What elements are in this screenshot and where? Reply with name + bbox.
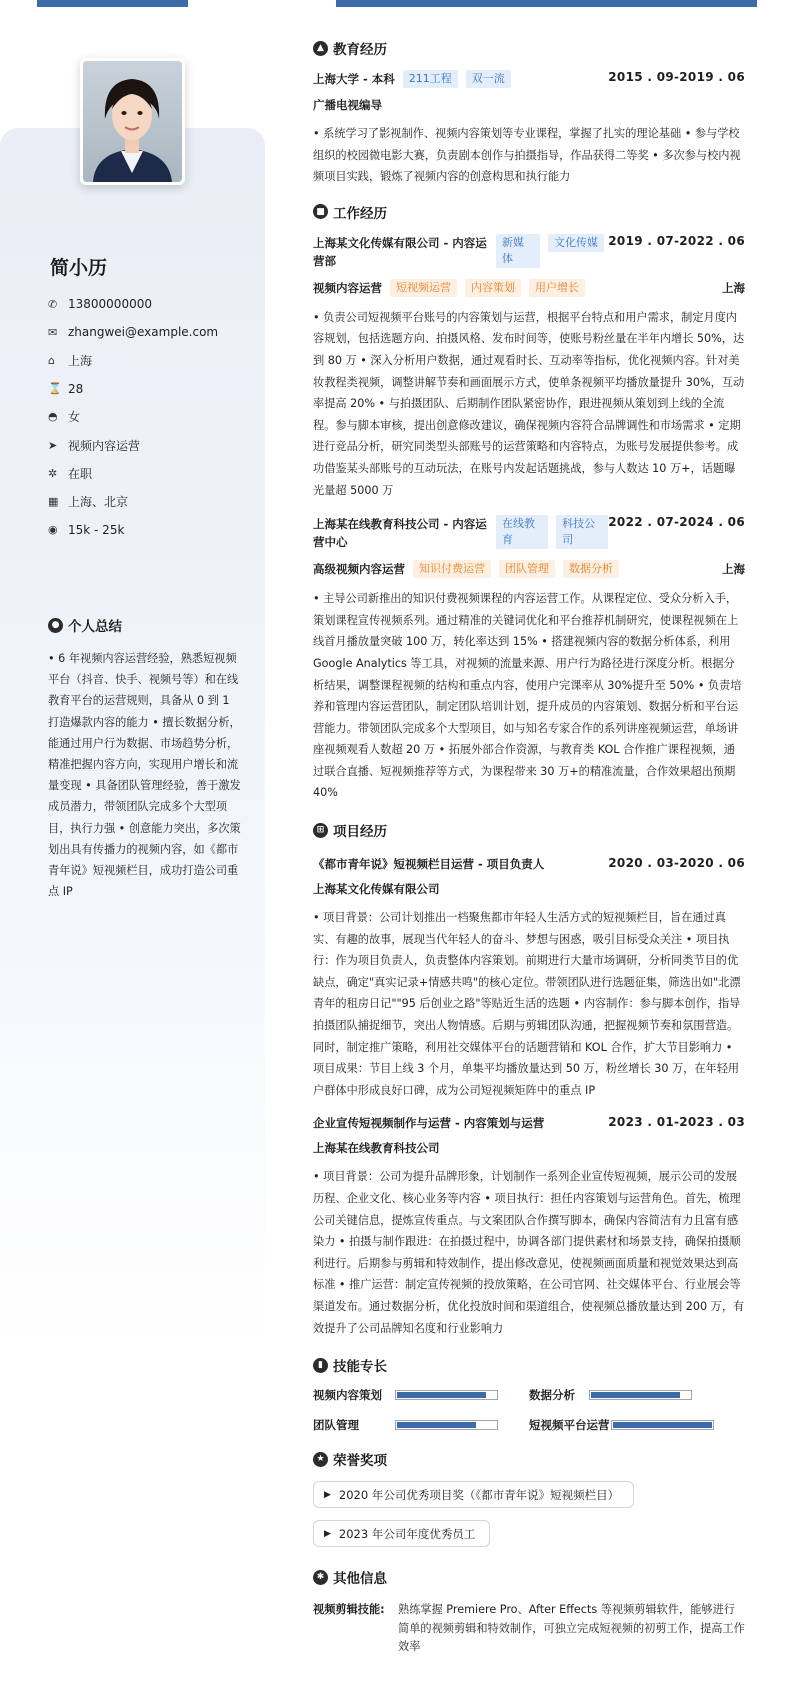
work-desc: • 主导公司新推出的知识付费视频课程的内容运营工作。从课程定位、受众分析入手，策划课程宣传视频系列。通过精准的关键词优化和平台推荐机制研究，使课程视频在上线首月播放量突破 100 万，转化率达到 15% • 搭建视频内容的数据分析体系，利用 Google Analytics 等工具，对视频的流量来源、用户行为路径进行深度分析。根据分析结果，调整课程视频的结构和重点内容，使用户完课率从 30%提升至 50% • 负责培养和管理内容运营团队，制定团队培训计划，提升成员的内容策划、数据分析和平台运营能力。带领团队完成多个大型项目，如与知名专家合作的系列讲座视频运营，单场讲座视频观看人数超 20 万 • 拓展外部合作资源，与教育类 KOL 合作推广课程视频，通过联合直播、短视频推荐等方式，为课程带来 30 万+的精准流量，合作效果超出预期 40% xyxy=(313,592,742,800)
job-location: 上海 xyxy=(722,280,745,295)
company-tag: 在线教育 xyxy=(496,515,548,549)
gender-icon: ◓ xyxy=(48,410,58,424)
avatar-photo xyxy=(83,61,182,182)
project-date: 2020 . 03-2020 . 06 xyxy=(608,856,745,871)
job-location: 上海 xyxy=(722,562,745,577)
project-desc: • 项目背景：公司为提升品牌形象，计划制作一系列企业宣传短视频，展示公司的发展历程、企业文化、核心业务等内容 • 项目执行：担任内容策划与运营角色。首先，梳理公司关键信息，提炼宣传重点。与文案团队合作撰写脚本，确保内容简洁有力且富有感染力 • 拍摄与制作跟进：在拍摄过程中，协调各部门提供素材和场景支持，确保拍摄顺利进行。后期参与剪辑和特效制作，提出修改意见，使视频画面质量和视觉效果达到高标准 • 推广运营：制定宣传视频的投放策略，在公司官网、社交媒体平台、行业展会等渠道发布。通过数据分析，优化投放时间和渠道组合，使视频总播放量达到 200 万，有效提升了公司品牌知名度和行业影响力 xyxy=(313,1170,745,1335)
skills-section xyxy=(313,1355,745,1433)
main-content xyxy=(313,38,745,1657)
job-role: 高级视频内容运营 xyxy=(313,562,405,577)
company-name: 上海某在线教育科技公司 - 内容运营中心 xyxy=(313,517,487,550)
info-text: 28 xyxy=(68,381,84,396)
award-list xyxy=(313,1481,745,1559)
role-tag: 团队管理 xyxy=(499,560,555,578)
info-text: 女 xyxy=(68,410,81,425)
work-heading xyxy=(313,202,745,222)
info-text: 在职 xyxy=(68,466,93,481)
mail-icon: ✉ xyxy=(48,325,58,339)
age-icon: ⌛ xyxy=(48,382,62,396)
top-accent-bar-right xyxy=(336,0,757,7)
send-icon: ➤ xyxy=(48,438,58,452)
summary-section xyxy=(48,615,243,902)
skill-item xyxy=(313,1417,529,1433)
education-title-row xyxy=(313,70,511,88)
skill-item xyxy=(313,1387,529,1403)
work-section xyxy=(313,202,745,804)
project-org: 上海某在线教育科技公司 xyxy=(313,1141,440,1156)
award-item[interactable] xyxy=(313,1520,490,1547)
role-row xyxy=(313,560,745,578)
role-left xyxy=(313,560,619,578)
phone-icon: ✆ xyxy=(48,297,58,311)
award-text: 2023 年公司年度优秀员工 xyxy=(338,1526,476,1541)
project-entry xyxy=(313,856,745,1101)
work-entry-head xyxy=(313,234,745,270)
info-text: 上海 xyxy=(68,353,93,368)
summary-text: • 6 年视频内容运营经验，熟悉短视频平台（抖音、快手、视频号等）和在线教育平台的运营规则，具备从 0 到 1 打造爆款内容的能力 • 擅长数据分析，能通过用户行为数据、市场趋势分析，精准把握内容方向，实现用户增长和流量变现 • 具备团队管理经验，善于激发成员潜力，带领团队完成多个大型项目，执行力强 • 创意能力突出，多次策划出具有传播力的视频内容，如《都市青年说》短视频栏目，成功打造公司重点 IP xyxy=(48,652,241,899)
graduation-cap-icon: ▲ xyxy=(313,41,328,56)
work-date: 2019 . 07-2022 . 06 xyxy=(608,233,745,248)
info-target-city xyxy=(48,487,218,515)
skill-bar xyxy=(589,1390,692,1400)
skills-heading xyxy=(313,1355,745,1375)
projects-section xyxy=(313,820,745,1339)
skill-bar xyxy=(395,1420,498,1430)
company-tag: 科技公司 xyxy=(556,515,608,549)
award-icon: ★ xyxy=(313,1452,328,1467)
company-name: 上海某文化传媒有限公司 - 内容运营部 xyxy=(313,235,487,268)
skill-label: 短视频平台运营 xyxy=(529,1418,610,1433)
award-item[interactable] xyxy=(313,1481,634,1508)
skill-label: 团队管理 xyxy=(313,1418,359,1433)
info-city xyxy=(48,346,218,374)
grid-icon: ⊞ xyxy=(313,823,328,838)
profile-name: 简小历 xyxy=(50,257,108,279)
award-text: 2020 年公司优秀项目奖（《都市青年说》短视频栏目） xyxy=(338,1487,620,1502)
work-entry xyxy=(313,515,745,804)
project-date: 2023 . 01-2023 . 03 xyxy=(608,1115,745,1130)
job-role: 视频内容运营 xyxy=(313,280,382,295)
salary-icon: ◉ xyxy=(48,523,58,537)
role-tag: 数据分析 xyxy=(563,560,619,578)
company-tag: 新媒体 xyxy=(496,234,540,268)
role-row xyxy=(313,279,745,297)
other-label: 视频剪辑技能: xyxy=(313,1603,385,1617)
top-accent-bar-left xyxy=(37,0,188,7)
projects-title: 项目经历 xyxy=(333,824,387,841)
status-icon: ✲ xyxy=(48,466,58,480)
play-icon: ▶ xyxy=(324,1528,331,1539)
education-entry-head xyxy=(313,70,745,88)
school-name: 上海大学 - 本科 xyxy=(313,72,395,86)
skill-item xyxy=(529,1417,745,1433)
summary-title: 个人总结 xyxy=(68,619,122,635)
skill-fill xyxy=(591,1392,680,1398)
skill-fill xyxy=(397,1392,486,1398)
info-age xyxy=(48,375,218,403)
home-icon: ⌂ xyxy=(48,353,55,367)
other-heading xyxy=(313,1567,745,1587)
contact-info-list xyxy=(48,290,218,544)
info-text: 13800000000 xyxy=(68,297,152,312)
skill-item xyxy=(529,1387,745,1403)
info-position xyxy=(48,431,218,459)
other-title: 其他信息 xyxy=(333,1571,387,1588)
skills-grid xyxy=(313,1387,745,1433)
work-title-row xyxy=(313,234,604,270)
skill-bar xyxy=(611,1420,714,1430)
awards-heading xyxy=(313,1449,745,1469)
work-title: 工作经历 xyxy=(333,205,387,222)
role-tag: 用户增长 xyxy=(529,279,585,297)
skill-label: 视频内容策划 xyxy=(313,1388,382,1403)
role-tag: 知识付费运营 xyxy=(413,560,491,578)
project-name: 《都市青年说》短视频栏目运营 - 项目负责人 xyxy=(313,857,545,872)
info-text: 视频内容运营 xyxy=(68,438,141,453)
project-head xyxy=(313,1115,745,1131)
education-desc: • 系统学习了影视制作、视频内容策划等专业课程，掌握了扎实的理论基础 • 参与学校组织的校园微电影大赛，负责剧本创作与拍摄指导，作品获得二等奖 • 多次参与校内视频项目实践，锻炼了视频内容的创意构思和执行能力 xyxy=(313,127,741,184)
info-status xyxy=(48,459,218,487)
info-gender xyxy=(48,403,218,431)
project-org-row xyxy=(313,881,745,897)
project-org-row xyxy=(313,1140,745,1156)
role-left xyxy=(313,279,585,297)
other-section xyxy=(313,1567,745,1657)
other-text: 熟练掌握 Premiere Pro、After Effects 等视频剪辑软件，能够进行简单的视频剪辑和特效制作，可独立完成短视频的初剪工作，提高工作效率 xyxy=(398,1603,745,1654)
projects-heading xyxy=(313,820,745,840)
project-org: 上海某文化传媒有限公司 xyxy=(313,882,440,897)
summary-heading xyxy=(48,615,243,635)
project-name: 企业宣传短视频制作与运营 - 内容策划与运营 xyxy=(313,1116,545,1131)
info-text: zhangwei@example.com xyxy=(68,325,219,340)
building-icon: ▦ xyxy=(48,494,59,508)
skill-bar xyxy=(395,1390,498,1400)
work-entry-head xyxy=(313,515,745,551)
other-row xyxy=(313,1601,745,1657)
project-head xyxy=(313,856,745,872)
skill-fill xyxy=(397,1422,476,1428)
briefcase-icon: ■ xyxy=(313,204,328,219)
project-entry xyxy=(313,1115,745,1339)
school-tag: 211工程 xyxy=(403,70,458,88)
info-icon: ✱ xyxy=(313,1570,328,1585)
info-text: 上海、北京 xyxy=(68,494,129,509)
role-tag: 内容策划 xyxy=(465,279,521,297)
awards-title: 荣誉奖项 xyxy=(333,1453,387,1470)
education-section xyxy=(313,38,745,188)
education-heading xyxy=(313,38,745,58)
skill-label: 数据分析 xyxy=(529,1388,575,1403)
major-row xyxy=(313,97,745,113)
play-icon: ▶ xyxy=(324,1489,331,1500)
work-date: 2022 . 07-2024 . 06 xyxy=(608,515,745,530)
project-desc: • 项目背景：公司计划推出一档聚焦都市年轻人生活方式的短视频栏目，旨在通过真实、有趣的故事，展现当代年轻人的奋斗、梦想与困惑，吸引目标受众关注 • 项目执行：作为项目负责人，负责整体内容策划。前期进行大量市场调研，分析同类节目的优缺点，确定"真实记录+情感共鸣"的核心定位。带领团队进行选题征集，筛选出如"北漂青年的租房日记""95 后创业之路"等贴近生活的选题 • 内容制作：参与脚本创作，指导拍摄团队捕捉细节，突出人物情感。后期与剪辑团队沟通，把握视频节奏和氛围营造。同时，制定推广策略，利用社交媒体平台的话题营销和 KOL 合作，扩大节目影响力 • 项目成果：节目上线 3 个月，单集平均播放量达到 50 万，粉丝增长 30 万，在年轻用户群体中形成良好口碑，成为公司短视频矩阵中的重点 IP xyxy=(313,911,741,1097)
bar-chart-icon: ▮ xyxy=(313,1358,328,1373)
major: 广播电视编导 xyxy=(313,98,382,112)
work-title-row xyxy=(313,515,608,551)
work-entry xyxy=(313,234,745,501)
company-tag: 文化传媒 xyxy=(548,234,604,252)
skill-fill xyxy=(613,1422,712,1428)
info-phone xyxy=(48,290,218,318)
awards-section xyxy=(313,1449,745,1559)
education-title: 教育经历 xyxy=(333,42,387,58)
education-date: 2015 . 09-2019 . 06 xyxy=(608,70,745,84)
info-text: 15k - 25k xyxy=(68,522,125,537)
role-tag: 短视频运营 xyxy=(390,279,457,297)
user-icon: ● xyxy=(48,618,63,633)
info-salary xyxy=(48,516,218,544)
school-tag: 双一流 xyxy=(466,70,511,88)
skills-title: 技能专长 xyxy=(333,1359,387,1376)
avatar xyxy=(80,58,185,185)
work-desc: • 负责公司短视频平台账号的内容策划与运营，根据平台特点和用户需求，制定月度内容规划，包括选题方向、拍摄风格、发布时间等，使账号粉丝量在半年内增长 50%，达到 80 万 • 深入分析用户数据，通过观看时长、互动率等指标，优化视频内容。针对美妆教程类视频，调整讲解节奏和画面展示方式，使单条视频平均播放量提升 30%，互动率提高 20% • 与拍摄团队、后期制作团队紧密协作，跟进视频从策划到上线的全流程。参与脚本审核，提出创意修改建议，确保视频内容符合品牌调性和市场需求 • 定期进行竞品分析，研究同类型头部账号的运营策略和内容特点，为账号发展提供参考。成功借鉴某头部账号的互动玩法，在账号内发起话题挑战，参与人数达 10 万+，话题曝光量超 5000 万 xyxy=(313,310,745,497)
info-email xyxy=(48,318,218,346)
